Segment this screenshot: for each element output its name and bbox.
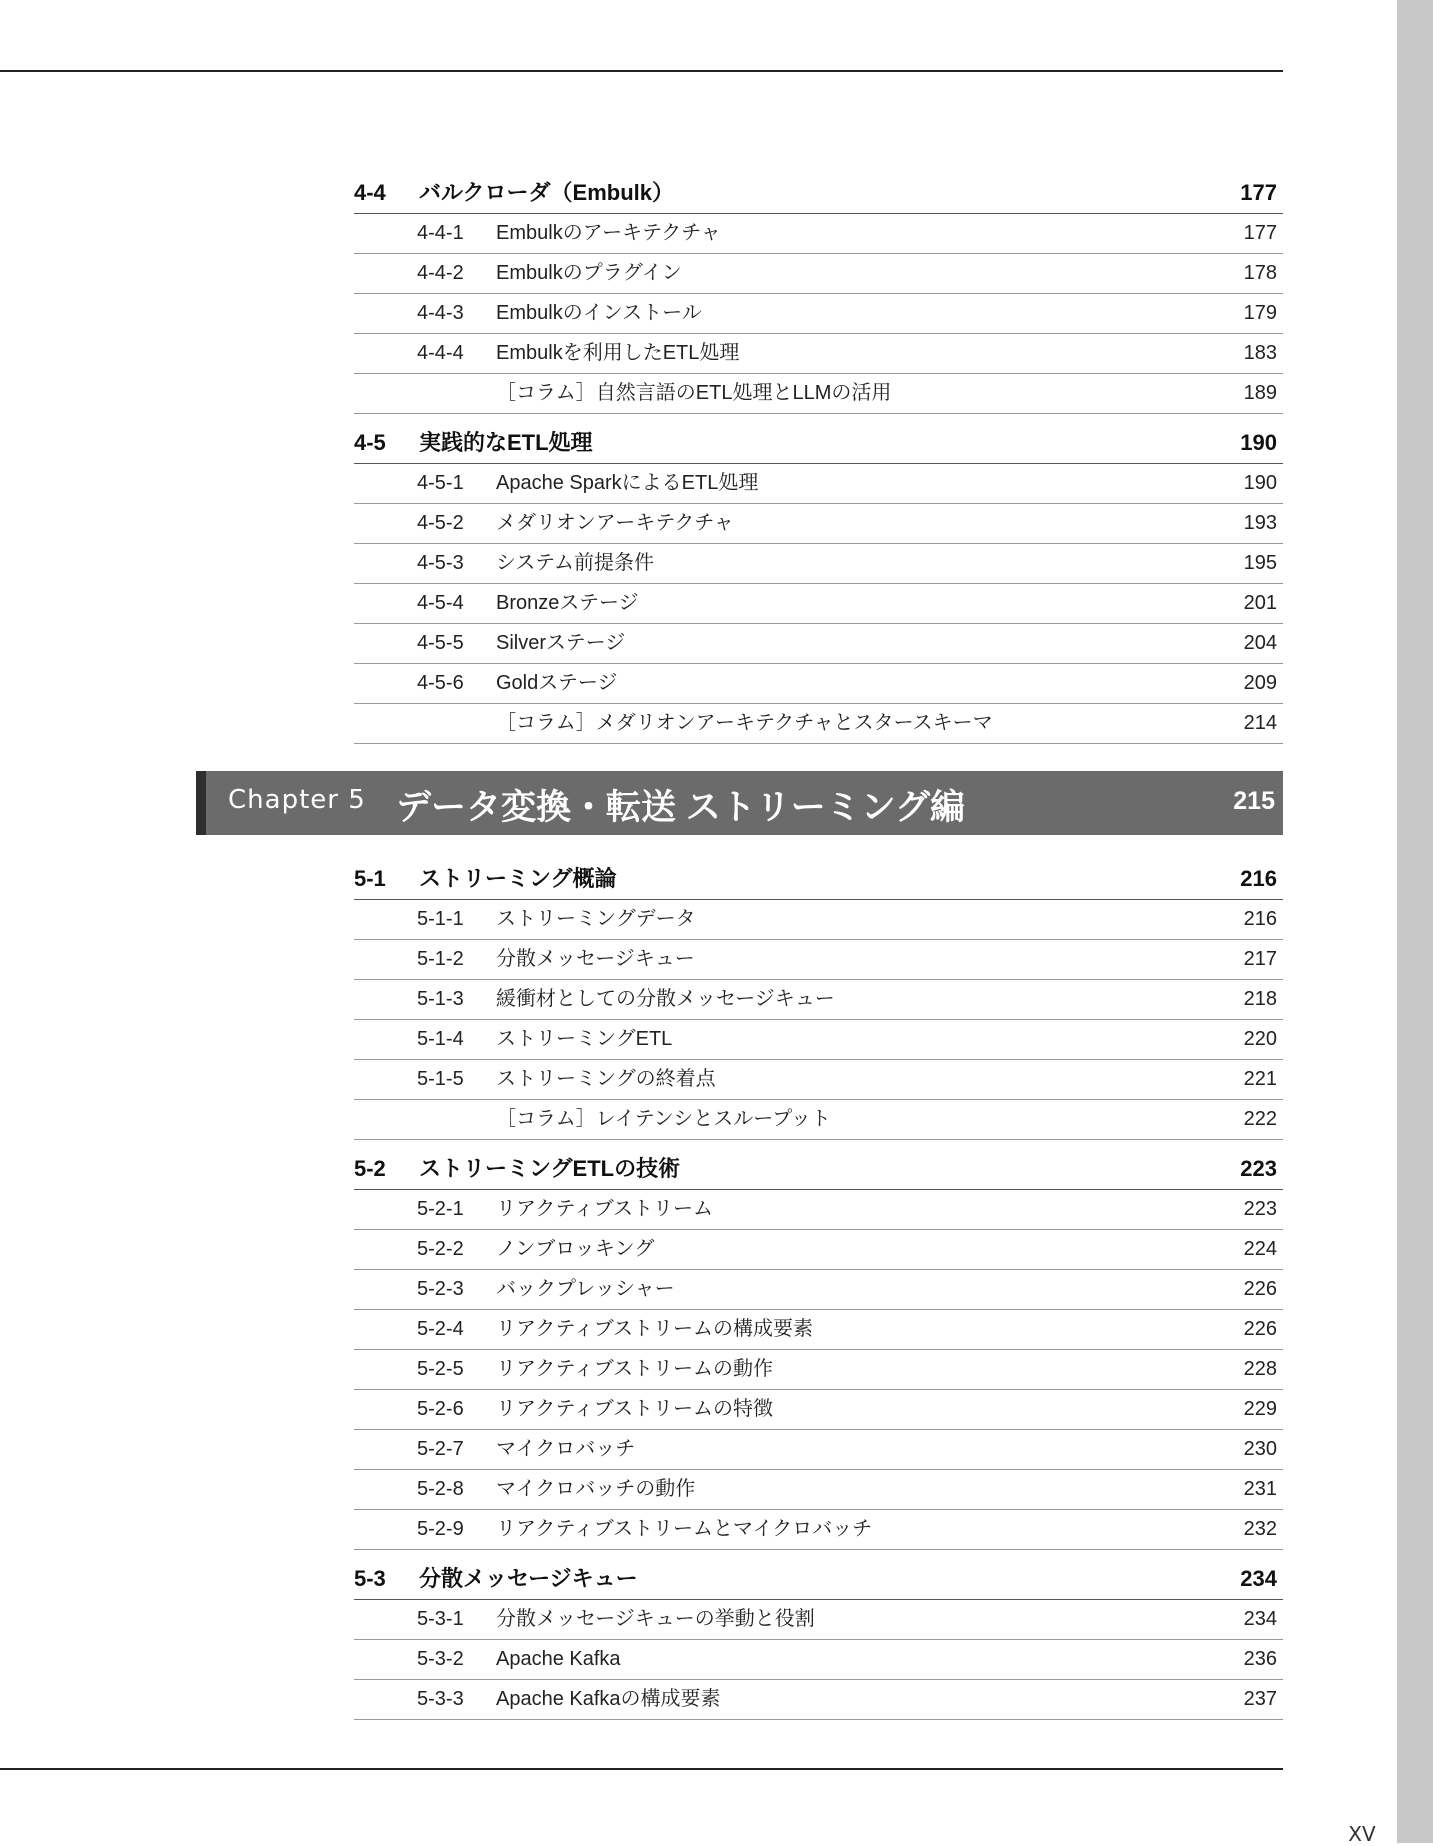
subsection-row[interactable] — [354, 1430, 1283, 1470]
subsection-number: 5-3-2 — [417, 1648, 464, 1670]
subsection-row[interactable] — [354, 294, 1283, 334]
toc-top-block — [354, 176, 1283, 744]
subsection-title: Embulkのインストール — [496, 302, 702, 324]
subsection-title: マイクロバッチ — [496, 1438, 636, 1460]
subsection-number: 5-1-2 — [417, 948, 464, 970]
subsection-row[interactable] — [354, 1680, 1283, 1720]
subsection-page: 226 — [1243, 1318, 1277, 1340]
chapter-title: データ変換・転送 ストリーミング編 — [396, 788, 966, 827]
subsection-page: 201 — [1243, 592, 1277, 614]
column-row[interactable] — [354, 374, 1283, 414]
subsection-page: 220 — [1243, 1028, 1277, 1050]
subsection-row[interactable] — [354, 664, 1283, 704]
subsection-title: Bronzeステージ — [496, 592, 639, 614]
subsection-title: ［コラム］自然言語のETL処理とLLMの活用 — [496, 382, 892, 404]
subsection-page: 178 — [1243, 262, 1277, 284]
subsection-row[interactable] — [354, 940, 1283, 980]
subsection-title: システム前提条件 — [496, 552, 654, 574]
subsection-title: バックプレッシャー — [496, 1278, 675, 1300]
subsection-page: 204 — [1243, 632, 1277, 654]
subsection-number: 4-4-2 — [417, 262, 464, 284]
subsection-number: 5-2-1 — [417, 1198, 464, 1220]
subsection-title: Embulkのプラグイン — [496, 262, 682, 284]
subsection-number: 4-5-5 — [417, 632, 464, 654]
subsection-page: 222 — [1243, 1108, 1277, 1130]
subsection-row[interactable] — [354, 1270, 1283, 1310]
subsection-title: 緩衝材としての分散メッセージキュー — [496, 988, 835, 1010]
section-page: 190 — [1240, 430, 1277, 455]
subsection-title: ストリーミングETL — [496, 1028, 673, 1050]
chapter-label: Chapter 5 — [228, 785, 366, 815]
subsection-title: ［コラム］メダリオンアーキテクチャとスタースキーマ — [496, 712, 993, 734]
section-gap — [354, 414, 1283, 426]
section-title: ストリーミング概論 — [419, 866, 617, 891]
subsection-row[interactable] — [354, 504, 1283, 544]
subsection-page: 231 — [1243, 1478, 1277, 1500]
subsection-page: 216 — [1243, 908, 1277, 930]
subsection-title: リアクティブストリームの特徴 — [496, 1398, 773, 1420]
subsection-number: 5-3-3 — [417, 1688, 464, 1710]
chapter-page: 215 — [1233, 787, 1275, 815]
subsection-number: 5-2-3 — [417, 1278, 464, 1300]
subsection-title: Silverステージ — [496, 632, 626, 654]
subsection-row[interactable] — [354, 1190, 1283, 1230]
subsection-page: 232 — [1243, 1518, 1277, 1540]
subsection-row[interactable] — [354, 1390, 1283, 1430]
subsection-number: 4-5-4 — [417, 592, 464, 614]
section-title: 分散メッセージキュー — [419, 1566, 638, 1591]
subsection-number: 5-3-1 — [417, 1608, 464, 1630]
subsection-number: 4-4-3 — [417, 302, 464, 324]
subsection-title: Apache SparkによるETL処理 — [496, 472, 759, 494]
column-row[interactable] — [354, 1100, 1283, 1140]
subsection-number: 5-1-4 — [417, 1028, 464, 1050]
subsection-row[interactable] — [354, 1060, 1283, 1100]
subsection-row[interactable] — [354, 1600, 1283, 1640]
section-number: 4-5 — [354, 430, 386, 455]
subsection-title: ノンブロッキング — [496, 1238, 655, 1260]
section-heading-row[interactable] — [354, 1152, 1283, 1190]
subsection-title: Apache Kafkaの構成要素 — [496, 1688, 721, 1710]
subsection-page: 230 — [1243, 1438, 1277, 1460]
subsection-title: 分散メッセージキューの挙動と役割 — [496, 1608, 815, 1630]
subsection-row[interactable] — [354, 900, 1283, 940]
bottom-rule — [0, 1768, 1283, 1770]
subsection-number: 5-2-6 — [417, 1398, 464, 1420]
section-title: 実践的なETL処理 — [419, 430, 593, 455]
subsection-row[interactable] — [354, 1020, 1283, 1060]
section-title: ストリーミングETLの技術 — [419, 1156, 681, 1181]
subsection-page: 183 — [1243, 342, 1277, 364]
subsection-row[interactable] — [354, 1640, 1283, 1680]
subsection-row[interactable] — [354, 1470, 1283, 1510]
subsection-row[interactable] — [354, 214, 1283, 254]
chapter-accent-stripe — [196, 771, 206, 835]
subsection-number: 4-4-4 — [417, 342, 464, 364]
subsection-row[interactable] — [354, 464, 1283, 504]
subsection-page: 236 — [1243, 1648, 1277, 1670]
subsection-number: 5-2-4 — [417, 1318, 464, 1340]
subsection-number: 5-1-5 — [417, 1068, 464, 1090]
subsection-number: 5-1-1 — [417, 908, 464, 930]
section-heading-row[interactable] — [354, 426, 1283, 464]
subsection-title: ストリーミングデータ — [496, 908, 696, 930]
subsection-row[interactable] — [354, 1510, 1283, 1550]
section-number: 5-1 — [354, 866, 386, 891]
section-number: 5-3 — [354, 1566, 386, 1591]
subsection-title: リアクティブストリームの構成要素 — [496, 1318, 813, 1340]
subsection-row[interactable] — [354, 544, 1283, 584]
subsection-page: 217 — [1243, 948, 1277, 970]
subsection-page: 224 — [1243, 1238, 1277, 1260]
section-heading-row[interactable] — [354, 862, 1283, 900]
section-page: 234 — [1240, 1566, 1277, 1591]
page-number: XV — [1348, 1822, 1376, 1846]
subsection-page: 179 — [1243, 302, 1277, 324]
subsection-page: 237 — [1243, 1688, 1277, 1710]
subsection-title: リアクティブストリーム — [496, 1198, 713, 1220]
subsection-row[interactable] — [354, 624, 1283, 664]
subsection-page: 229 — [1243, 1398, 1277, 1420]
subsection-row[interactable] — [354, 1310, 1283, 1350]
subsection-page: 226 — [1243, 1278, 1277, 1300]
side-margin-band — [1397, 0, 1433, 1843]
subsection-row[interactable] — [354, 1350, 1283, 1390]
subsection-row[interactable] — [354, 980, 1283, 1020]
subsection-row[interactable] — [354, 254, 1283, 294]
subsection-page: 195 — [1243, 552, 1277, 574]
subsection-title: マイクロバッチの動作 — [496, 1478, 696, 1500]
subsection-number: 5-2-7 — [417, 1438, 464, 1460]
subsection-page: 193 — [1243, 512, 1277, 534]
section-gap — [354, 1550, 1283, 1562]
chapter-heading-bar[interactable] — [196, 771, 1283, 835]
subsection-title: Embulkのアーキテクチャ — [496, 222, 721, 244]
subsection-page: 214 — [1243, 712, 1277, 734]
subsection-page: 234 — [1243, 1608, 1277, 1630]
subsection-page: 223 — [1243, 1198, 1277, 1220]
subsection-number: 4-5-1 — [417, 472, 464, 494]
subsection-title: Goldステージ — [496, 672, 618, 694]
subsection-page: 221 — [1243, 1068, 1277, 1090]
subsection-title: リアクティブストリームの動作 — [496, 1358, 773, 1380]
subsection-row[interactable] — [354, 334, 1283, 374]
section-title: バルクローダ（Embulk） — [419, 180, 675, 205]
section-number: 5-2 — [354, 1156, 386, 1181]
toc-bottom-block — [354, 862, 1283, 1720]
top-rule — [0, 70, 1283, 72]
subsection-number: 5-2-9 — [417, 1518, 464, 1540]
section-page: 216 — [1240, 866, 1277, 891]
subsection-title: ストリーミングの終着点 — [496, 1068, 716, 1090]
subsection-title: Apache Kafka — [496, 1648, 621, 1670]
subsection-title: メダリオンアーキテクチャ — [496, 512, 734, 534]
subsection-number: 5-2-5 — [417, 1358, 464, 1380]
subsection-title: ［コラム］レイテンシとスループット — [496, 1108, 831, 1130]
subsection-page: 228 — [1243, 1358, 1277, 1380]
subsection-number: 4-4-1 — [417, 222, 464, 244]
subsection-title: リアクティブストリームとマイクロバッチ — [496, 1518, 873, 1540]
subsection-page: 209 — [1243, 672, 1277, 694]
section-heading-row[interactable] — [354, 176, 1283, 214]
subsection-number: 4-5-2 — [417, 512, 464, 534]
section-gap — [354, 1140, 1283, 1152]
subsection-number: 5-2-2 — [417, 1238, 464, 1260]
subsection-number: 4-5-3 — [417, 552, 464, 574]
subsection-number: 5-2-8 — [417, 1478, 464, 1500]
subsection-row[interactable] — [354, 1230, 1283, 1270]
subsection-number: 5-1-3 — [417, 988, 464, 1010]
section-page: 177 — [1240, 180, 1277, 205]
section-page: 223 — [1240, 1156, 1277, 1181]
subsection-page: 218 — [1243, 988, 1277, 1010]
subsection-page: 190 — [1243, 472, 1277, 494]
subsection-row[interactable] — [354, 584, 1283, 624]
section-number: 4-4 — [354, 180, 386, 205]
subsection-number: 4-5-6 — [417, 672, 464, 694]
subsection-page: 177 — [1243, 222, 1277, 244]
subsection-title: 分散メッセージキュー — [496, 948, 695, 970]
column-row[interactable] — [354, 704, 1283, 744]
subsection-page: 189 — [1243, 382, 1277, 404]
subsection-title: Embulkを利用したETL処理 — [496, 342, 740, 364]
section-heading-row[interactable] — [354, 1562, 1283, 1600]
